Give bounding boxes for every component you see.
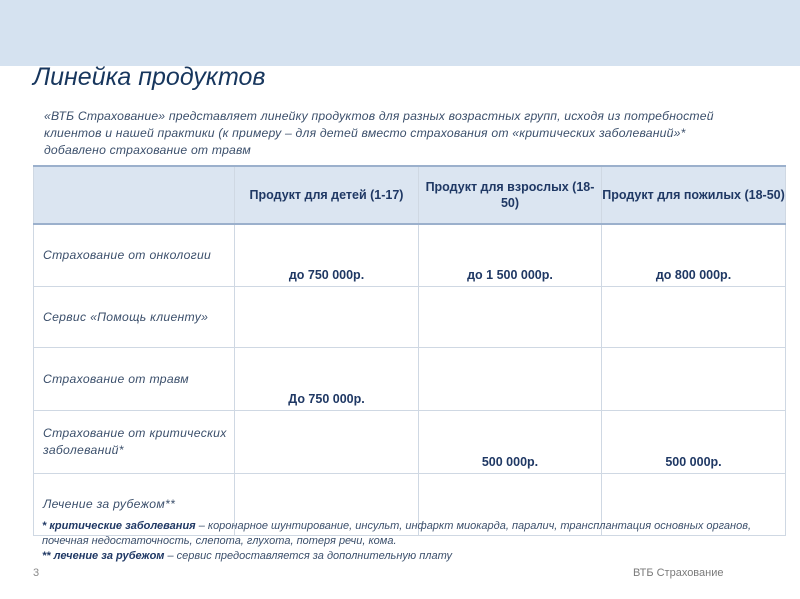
- product-table: [33, 165, 786, 536]
- header-band: [0, 0, 800, 66]
- row-label: Сервис «Помощь клиенту»: [34, 287, 235, 348]
- table-row: [34, 224, 786, 287]
- row-label: Лечение за рубежом**: [34, 474, 235, 536]
- value-children: до 750 000р.: [235, 224, 419, 287]
- value-seniors: 500 000р.: [602, 411, 786, 474]
- footnotes: [42, 519, 772, 564]
- value-seniors: [602, 348, 786, 411]
- footnote-term: * критические заболевания: [42, 520, 196, 532]
- footnote-treatment-abroad: [42, 549, 772, 564]
- footnote-term: ** лечение за рубежом: [42, 550, 165, 562]
- intro-text: «ВТБ Страхование» представляет линейку продуктов для разных возрастных групп, исходя из потребностей клиентов и нашей практики (к примеру – для детей вместо страхования от «критических заболеваний»* добавлено страхование от травм: [44, 109, 714, 157]
- value-adults: [419, 287, 602, 348]
- table-header-row: [34, 166, 786, 224]
- header-seniors-product: Продукт для пожилых (18-50): [602, 166, 786, 224]
- value-children: [235, 287, 419, 348]
- table-row: [34, 348, 786, 411]
- page-number: 3: [33, 567, 40, 579]
- value-children: [235, 411, 419, 474]
- slide-title: Линейка продуктов: [33, 63, 266, 91]
- row-label: Страхование от критических заболеваний*: [34, 411, 235, 474]
- footnote-critical-illness: [42, 519, 772, 549]
- value-adults: [419, 348, 602, 411]
- value-seniors: до 800 000р.: [602, 224, 786, 287]
- value-adults: 500 000р.: [419, 411, 602, 474]
- header-empty-cell: [34, 166, 235, 224]
- footnote-text: – сервис предоставляется за дополнительную плату: [164, 550, 453, 562]
- footer-brand: ВТБ Страхование: [633, 567, 724, 579]
- value-seniors: [602, 287, 786, 348]
- row-label: Страхование от онкологии: [34, 224, 235, 287]
- table-row: [34, 411, 786, 474]
- row-label: Страхование от травм: [34, 348, 235, 411]
- header-adults-product: Продукт для взрослых (18-50): [419, 166, 602, 224]
- header-children-product: Продукт для детей (1-17): [235, 166, 419, 224]
- value-children: До 750 000р.: [235, 348, 419, 411]
- footnote-text: – коронарное шунтирование, инсульт, инфаркт миокарда, паралич, трансплантация основных органов, почечная недостаточность, слепота, глухота, потеря речи, кома.: [42, 520, 752, 547]
- value-adults: до 1 500 000р.: [419, 224, 602, 287]
- table-row: [34, 287, 786, 348]
